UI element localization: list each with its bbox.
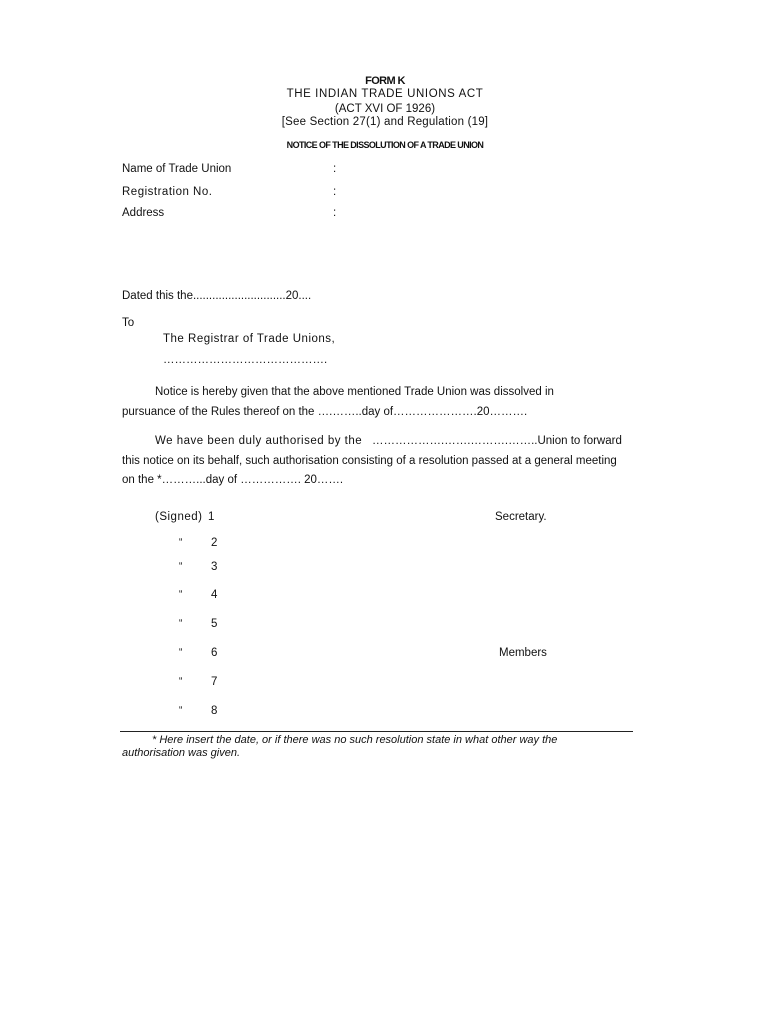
signature-number: 4 (211, 589, 218, 601)
ditto-mark: “ (179, 705, 183, 716)
signature-number: 2 (211, 537, 218, 549)
signature-number: 1 (208, 511, 215, 523)
signature-number: 6 (211, 647, 218, 659)
field-separator: : (333, 186, 337, 198)
registrar-address-blank: ……………………………………. (163, 354, 328, 366)
signature-number: 5 (211, 618, 218, 630)
authorisation-line-3: on the *………...day of ……………. 20……. (122, 474, 344, 486)
notice-paragraph-line-2: pursuance of the Rules thereof on the ….……..day of………………….20………. (122, 406, 528, 418)
signature-number: 3 (211, 561, 218, 573)
ditto-mark: “ (179, 647, 183, 658)
ditto-mark: “ (179, 676, 183, 687)
authorisation-line-1-start: We have been duly authorised by the (155, 435, 363, 447)
signature-number: 7 (211, 676, 218, 688)
field-label-registration-no: Registration No. (122, 186, 213, 198)
footnote-line-2: authorisation was given. (122, 747, 241, 759)
act-title: THE INDIAN TRADE UNIONS ACT (286, 88, 484, 100)
form-title: FORM K (365, 75, 405, 87)
footnote-divider (120, 731, 633, 732)
authorisation-line-2: this notice on its behalf, such authorisation consisting of a resolution passed at a general meeting (122, 455, 617, 467)
ditto-mark: “ (179, 561, 183, 572)
field-separator: : (333, 207, 337, 219)
ditto-mark: “ (179, 618, 183, 629)
authorisation-line-1-blank: ……………….…….……….……..Union to forward (372, 435, 622, 447)
act-number: (ACT XVI OF 1926) (334, 103, 436, 115)
notice-paragraph-line-1: Notice is hereby given that the above mentioned Trade Union was dissolved in (155, 386, 554, 398)
signature-number: 8 (211, 705, 218, 717)
members-label: Members (499, 647, 547, 659)
ditto-mark: “ (179, 537, 183, 548)
notice-heading: NOTICE OF THE DISSOLUTION OF A TRADE UNION (286, 140, 484, 150)
section-reference: [See Section 27(1) and Regulation (19] (281, 116, 489, 128)
field-separator: : (333, 163, 337, 175)
to-label: To (122, 317, 135, 329)
field-label-address: Address (122, 207, 165, 219)
registrar-name: The Registrar of Trade Unions, (163, 333, 336, 345)
ditto-mark: “ (179, 589, 183, 600)
field-label-trade-union-name: Name of Trade Union (122, 163, 232, 175)
secretary-label: Secretary. (495, 511, 547, 523)
footnote-line-1: * Here insert the date, or if there was no such resolution state in what other way the (152, 734, 558, 746)
signed-label: (Signed) (155, 511, 203, 523)
footnote (122, 734, 642, 760)
dated-line: Dated this the.............................20.... (122, 290, 312, 302)
